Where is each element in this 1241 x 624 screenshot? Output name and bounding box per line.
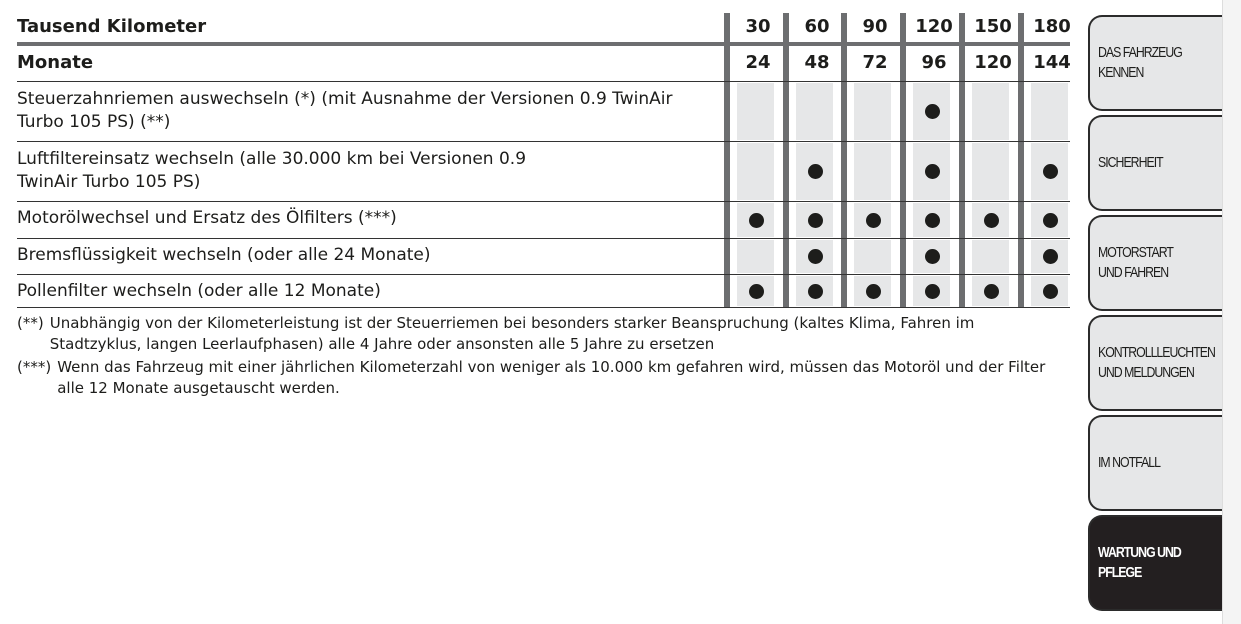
km-header: 150 — [974, 16, 1012, 37]
cell-background — [972, 240, 1009, 273]
km-header: 180 — [1033, 16, 1071, 37]
chapter-tab[interactable] — [1088, 15, 1228, 111]
footnote-marker: (**) — [17, 314, 44, 332]
chapter-tab-label: WARTUNG UND PFLEGE — [1098, 544, 1181, 581]
months-header: 120 — [974, 52, 1012, 73]
row-label: Luftfiltereinsatz wechseln (alle 30.000 km bei Versionen 0.9 TwinAir Turbo 105 PS) — [17, 149, 527, 192]
row-divider — [17, 201, 1070, 202]
service-dot — [925, 249, 940, 264]
footnote-marker: (***) — [17, 358, 52, 376]
cell-background — [796, 83, 833, 140]
service-dot — [1043, 213, 1058, 228]
service-dot — [808, 213, 823, 228]
footnote-text: Unabhängig von der Kilometerleistung ist der Steuerriemen bei besonders starker Beanspruchung (kaltes Klima, Fahren im Stadtzyklus, langen Leerlaufphasen) alle 4 Jahre oder ansonsten alle 5 Jahre zu ersetzen — [49, 314, 975, 353]
service-dot — [808, 249, 823, 264]
service-dot — [749, 213, 764, 228]
service-dot — [925, 213, 940, 228]
cell-background — [854, 240, 891, 273]
service-dot — [866, 213, 881, 228]
cell-background — [737, 240, 774, 273]
footnote-text: Wenn das Fahrzeug mit einer jährlichen Kilometerzahl von weniger als 10.000 km gefahren wird, müssen das Motoröl und der Filter alle 12 Monate ausgetauscht werden. — [57, 358, 1046, 397]
service-dot — [1043, 164, 1058, 179]
service-dot — [749, 284, 764, 299]
cell-background — [854, 83, 891, 140]
service-dot — [984, 213, 999, 228]
column-divider — [724, 13, 730, 307]
header-km-label: Tausend Kilometer — [17, 16, 207, 37]
row-divider — [17, 141, 1070, 142]
service-dot — [1043, 284, 1058, 299]
km-header: 90 — [862, 16, 888, 37]
row-divider — [17, 238, 1070, 239]
scrollbar-strip — [1222, 0, 1241, 624]
chapter-tab[interactable] — [1088, 215, 1228, 311]
months-header: 144 — [1033, 52, 1071, 73]
chapter-tab-label: DAS FAHRZEUG KENNEN — [1098, 44, 1182, 81]
km-header: 60 — [804, 16, 830, 37]
service-dot — [808, 284, 823, 299]
cell-background — [972, 143, 1009, 200]
chapter-tab-label: MOTORSTART UND FAHREN — [1098, 244, 1173, 281]
service-dot — [866, 284, 881, 299]
row-divider — [17, 81, 1070, 82]
row-label: Pollenfilter wechseln (oder alle 12 Monate) — [17, 281, 381, 301]
row-divider — [17, 274, 1070, 275]
row-divider — [17, 307, 1070, 308]
footnote — [17, 313, 1057, 355]
footnote — [17, 357, 1057, 399]
months-header: 96 — [921, 52, 947, 73]
service-dot — [808, 164, 823, 179]
chapter-tab[interactable] — [1088, 315, 1228, 411]
cell-background — [737, 83, 774, 140]
chapter-tab-label: KONTROLLLEUCHTEN UND MELDUNGEN — [1098, 344, 1215, 381]
header-months-label: Monate — [17, 52, 94, 73]
months-header: 72 — [862, 52, 888, 73]
service-dot — [925, 104, 940, 119]
cell-background — [737, 143, 774, 200]
cell-background — [854, 143, 891, 200]
chapter-tab[interactable] — [1088, 415, 1228, 511]
km-header: 120 — [915, 16, 953, 37]
service-dot — [984, 284, 999, 299]
chapter-tab[interactable] — [1088, 515, 1228, 611]
cell-background — [972, 83, 1009, 140]
row-label: Bremsflüssigkeit wechseln (oder alle 24 Monate) — [17, 245, 431, 265]
chapter-tab-label: IM NOTFALL — [1098, 454, 1160, 471]
cell-background — [1031, 83, 1068, 140]
service-dot — [925, 164, 940, 179]
chapter-tab-label: SICHERHEIT — [1098, 154, 1163, 171]
months-header: 24 — [745, 52, 771, 73]
service-dot — [1043, 249, 1058, 264]
months-header: 48 — [804, 52, 830, 73]
header-divider — [17, 42, 1070, 46]
chapter-tab[interactable] — [1088, 115, 1228, 211]
row-label: Steuerzahnriemen auswechseln (*) (mit Ausnahme der Versionen 0.9 TwinAir Turbo 105 PS) (**) — [17, 89, 673, 132]
km-header: 30 — [745, 16, 771, 37]
row-label: Motorölwechsel und Ersatz des Ölfilters (***) — [17, 208, 397, 228]
service-dot — [925, 284, 940, 299]
